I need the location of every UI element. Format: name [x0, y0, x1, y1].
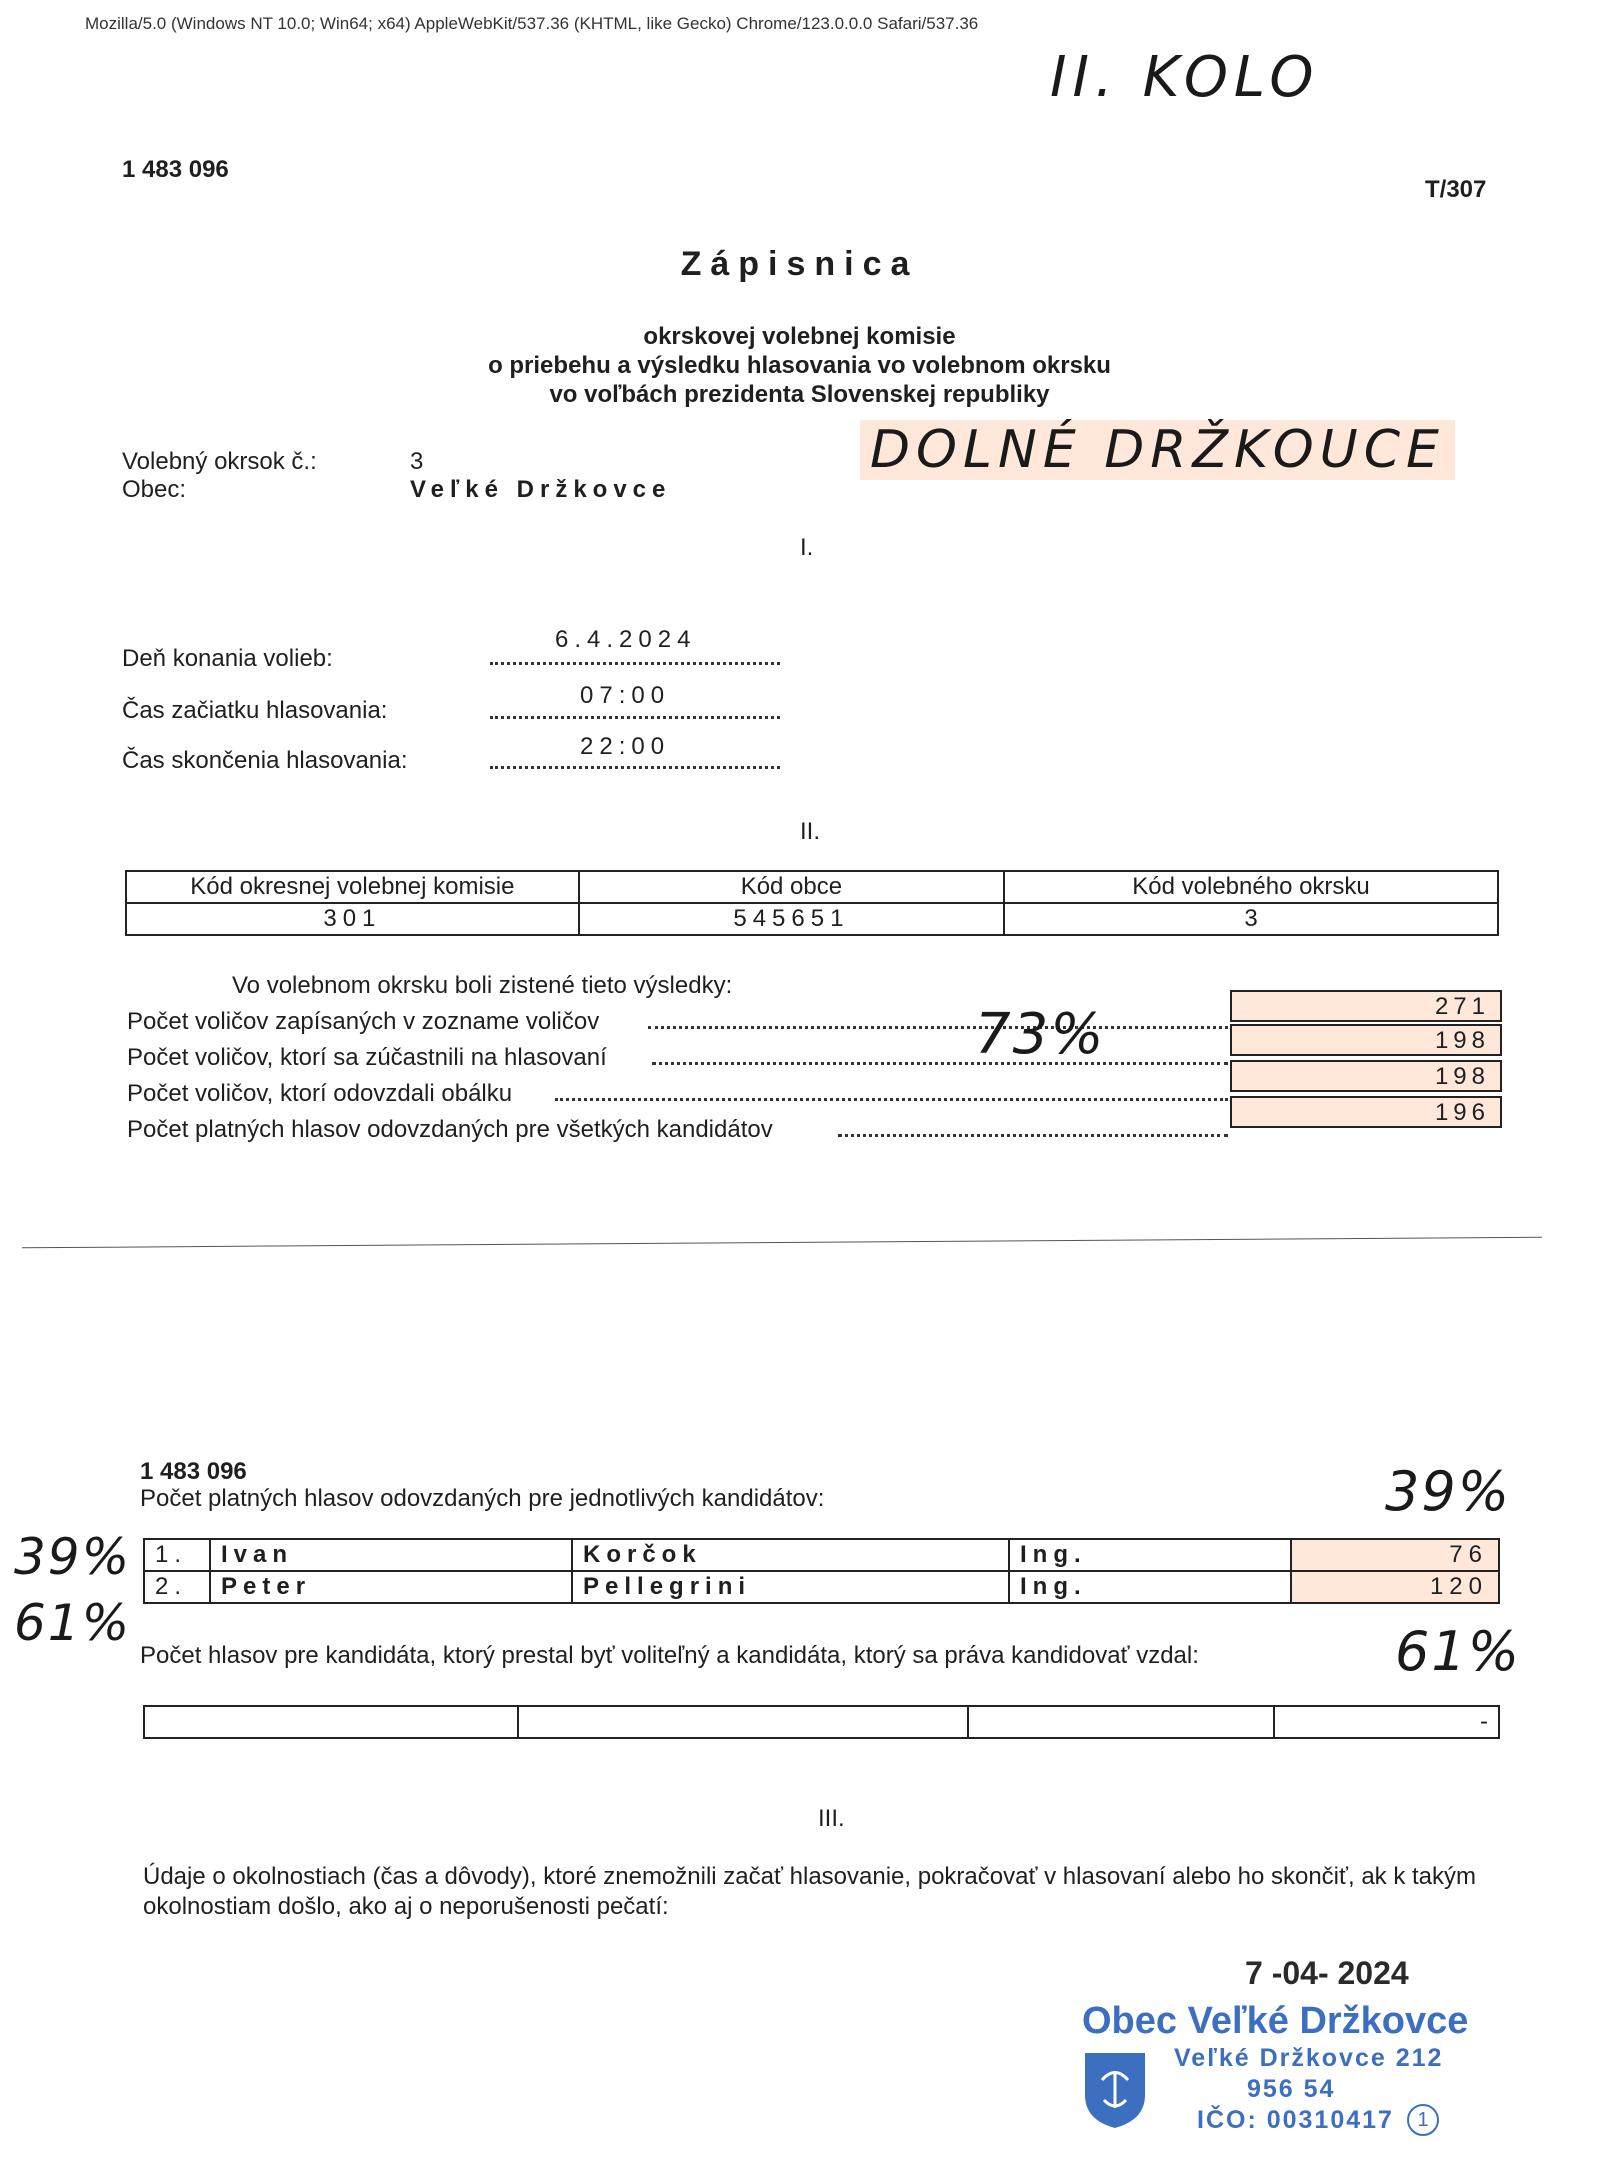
municipality-label: Obec: — [122, 476, 187, 503]
dotted-leader — [652, 1062, 1228, 1065]
codes-header-cell: Kód okresnej volebnej komisie — [126, 871, 579, 903]
subtitle-line-3: vo voľbách prezidenta Slovenskej republiky — [549, 381, 1050, 408]
dotted-leader — [490, 766, 780, 769]
stamp-name: Obec Veľké Držkovce — [1082, 2000, 1469, 2042]
candidate-row — [144, 1571, 1499, 1603]
subtitle — [0, 322, 1599, 409]
page-separator — [22, 1237, 1542, 1249]
subtitle-line-1: okrskovej volebnej komisie — [643, 323, 956, 350]
handwritten-village: DOLNÉ DRŽKOUCE — [860, 420, 1455, 480]
stamp-zip: 956 54 — [1247, 2075, 1336, 2103]
dotted-leader — [555, 1098, 1228, 1101]
candidate-first-name: Peter — [210, 1571, 572, 1603]
handwritten-round: II. KOLO — [1050, 45, 1320, 110]
candidate-row — [144, 1539, 1499, 1571]
page-title: Zápisnica — [680, 245, 919, 283]
withdrawn-label: Počet hlasov pre kandidáta, ktorý prestal byť voliteľný a kandidáta, ktorý sa práva kandidovať vzdal: — [140, 1642, 1199, 1669]
withdrawn-cell — [968, 1706, 1274, 1738]
candidates-label: Počet platných hlasov odovzdaných pre jednotlivých kandidátov: — [140, 1485, 825, 1512]
handwritten-percent-b-left: 61% — [14, 1594, 132, 1652]
result-label: Počet voličov, ktorí sa zúčastnili na hlasovaní — [127, 1044, 607, 1071]
codes-value-cell: 545651 — [579, 903, 1004, 935]
candidates-table — [143, 1538, 1500, 1604]
result-value: 198 — [1230, 1060, 1502, 1092]
candidate-first-name: Ivan — [210, 1539, 572, 1571]
candidate-number: 1. — [144, 1539, 210, 1571]
stamp-date: 7 -04- 2024 — [1245, 1955, 1409, 1991]
section-3-heading: III. — [818, 1805, 845, 1832]
section-2-heading: II. — [800, 818, 821, 845]
official-stamp — [1082, 2000, 1502, 2150]
stamp-address: Veľké Držkovce 212 — [1174, 2044, 1444, 2072]
result-value: 271 — [1230, 990, 1502, 1022]
codes-value-cell: 3 — [1004, 903, 1498, 935]
district-label: Volebný okrsok č.: — [122, 448, 317, 475]
result-label: Počet voličov, ktorí odovzdali obálku — [127, 1080, 513, 1107]
candidate-votes: 76 — [1291, 1539, 1499, 1571]
stamp-ico: IČO: 00310417 — [1197, 2106, 1394, 2134]
codes-value-cell: 301 — [126, 903, 579, 935]
election-date: 6.4.2024 — [555, 626, 697, 653]
candidate-last-name: Pellegrini — [572, 1571, 1009, 1603]
doc-number-repeat: 1 483 096 — [140, 1458, 247, 1485]
candidate-last-name: Korčok — [572, 1539, 1009, 1571]
result-label: Počet platných hlasov odovzdaných pre všetkých kandidátov — [127, 1116, 773, 1143]
candidate-title: Ing. — [1009, 1539, 1291, 1571]
stamp-mark: 1 — [1407, 2104, 1439, 2136]
district-value: 3 — [410, 448, 424, 475]
doc-number: 1 483 096 — [122, 156, 229, 183]
codes-table — [125, 870, 1499, 936]
coat-of-arms-icon — [1082, 2050, 1148, 2130]
handwritten-percent-a: 39% — [1385, 1460, 1512, 1523]
withdrawn-value: - — [1274, 1706, 1499, 1738]
result-label: Počet voličov zapísaných v zozname voličov — [127, 1008, 600, 1035]
candidate-number: 2. — [144, 1571, 210, 1603]
withdrawn-cell — [518, 1706, 968, 1738]
municipality-value: Veľké Držkovce — [410, 476, 672, 503]
withdrawn-row — [144, 1706, 1499, 1738]
start-time-label: Čas začiatku hlasovania: — [122, 697, 388, 724]
circumstances-text: Údaje o okolnostiach (čas a dôvody), ktoré znemožnili začať hlasovanie, pokračovať v hlasovaní alebo ho skončiť, ak k takým okolnostiam došlo, ako aj o neporušenosti pečatí: — [143, 1863, 1477, 1920]
codes-value-row — [126, 903, 1498, 935]
section-1-heading: I. — [800, 534, 814, 561]
subtitle-line-2: o priebehu a výsledku hlasovania vo volebnom okrsku — [488, 352, 1111, 379]
start-time: 07:00 — [580, 682, 671, 709]
end-time: 22:00 — [580, 733, 671, 760]
withdrawn-table — [143, 1705, 1500, 1739]
codes-header-row — [126, 871, 1498, 903]
dotted-leader — [838, 1134, 1228, 1137]
dotted-leader — [648, 1026, 1228, 1029]
dotted-leader — [490, 716, 780, 719]
result-value: 196 — [1230, 1096, 1502, 1128]
end-time-label: Čas skončenia hlasovania: — [122, 747, 408, 774]
result-value: 198 — [1230, 1024, 1502, 1056]
candidate-votes: 120 — [1291, 1571, 1499, 1603]
handwritten-turnout: 73% — [975, 1002, 1106, 1067]
results-intro: Vo volebnom okrsku boli zistené tieto výsledky: — [232, 972, 733, 999]
withdrawn-cell — [144, 1706, 518, 1738]
browser-user-agent: Mozilla/5.0 (Windows NT 10.0; Win64; x64) AppleWebKit/537.36 (KHTML, like Gecko) Chrome/123.0.0.0 Safari/537.36 — [85, 14, 979, 33]
codes-header-cell: Kód volebného okrsku — [1004, 871, 1498, 903]
form-code: T/307 — [1425, 176, 1487, 203]
handwritten-percent-a-left: 39% — [14, 1528, 132, 1586]
election-date-label: Deň konania volieb: — [122, 645, 333, 672]
candidate-title: Ing. — [1009, 1571, 1291, 1603]
codes-header-cell: Kód obce — [579, 871, 1004, 903]
dotted-leader — [490, 662, 780, 665]
handwritten-percent-b: 61% — [1395, 1620, 1522, 1683]
